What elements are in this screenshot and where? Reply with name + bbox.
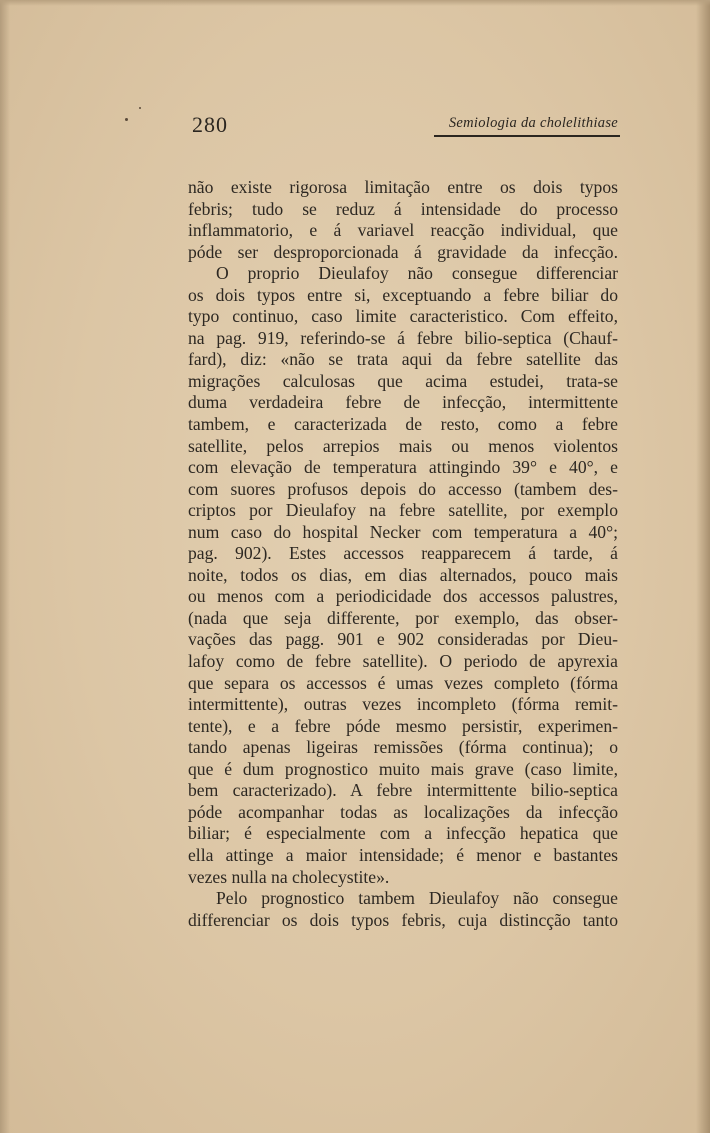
text-line: tente), e a febre póde mesmo persistir, experimen- bbox=[188, 715, 618, 736]
text-line: com elevação de temperatura attingindo 39° e 40°, e bbox=[188, 457, 618, 478]
text-line: os dois typos entre si, exceptuando a febre biliar do bbox=[188, 284, 618, 305]
body-text bbox=[188, 177, 618, 931]
text-line: criptos por Dieulafoy na febre satellite, por exemplo bbox=[188, 500, 618, 521]
header-rule bbox=[434, 135, 620, 137]
page-edge-shadow-left bbox=[0, 0, 10, 1133]
text-line: intermittente), outras vezes incompleto (fórma remit- bbox=[188, 694, 618, 715]
page-edge-shadow-top bbox=[0, 0, 710, 6]
text-line: migrações calculosas que acima estudei, trata-se bbox=[188, 370, 618, 391]
text-line: noite, todos os dias, em dias alternados, pouco mais bbox=[188, 564, 618, 585]
text-line: (nada que seja differente, por exemplo, das obser- bbox=[188, 607, 618, 628]
text-line: fard), diz: «não se trata aqui da febre satellite das bbox=[188, 349, 618, 370]
text-line: num caso do hospital Necker com temperatura a 40°; bbox=[188, 521, 618, 542]
text-line: não existe rigorosa limitação entre os dois typos bbox=[188, 177, 618, 197]
paper-speck bbox=[125, 118, 128, 121]
text-line: póde ser desproporcionada á gravidade da infecção. bbox=[188, 241, 618, 262]
text-line: pag. 902). Estes accessos reapparecem á tarde, á bbox=[188, 543, 618, 564]
text-line: lafoy como de febre satellite). O periodo de apyrexia bbox=[188, 651, 618, 672]
text-line: O proprio Dieulafoy não consegue differenciar bbox=[216, 263, 618, 284]
text-line: na pag. 919, referindo-se á febre bilio-septica (Chauf- bbox=[188, 327, 618, 348]
text-line: biliar; é especialmente com a infecção hepatica que bbox=[188, 823, 618, 844]
text-line: póde acompanhar todas as localizações da infecção bbox=[188, 801, 618, 822]
text-line: typo continuo, caso limite caracteristico. Com effeito, bbox=[188, 306, 618, 327]
text-line: bem caracterizado). A febre intermittente bilio-septica bbox=[188, 780, 618, 801]
text-line: inflammatorio, e á variavel reacção individual, que bbox=[188, 220, 618, 241]
page-edge-shadow-right bbox=[696, 0, 710, 1133]
running-title: Semiologia da cholelithiase bbox=[448, 115, 618, 131]
text-line: satellite, pelos arrepios mais ou menos violentos bbox=[188, 435, 618, 456]
text-line: com suores profusos depois do accesso (tambem des- bbox=[188, 478, 618, 499]
text-line: vezes nulla na cholecystite». bbox=[188, 866, 390, 887]
text-line: ou menos com a periodicidade dos accessos palustres, bbox=[188, 586, 618, 607]
text-line: differenciar os dois typos febris, cuja distincção tanto bbox=[188, 909, 618, 930]
text-line: febris; tudo se reduz á intensidade do processo bbox=[188, 198, 618, 219]
text-line: Pelo prognostico tambem Dieulafoy não consegue bbox=[216, 888, 618, 909]
text-line: tambem, e caracterizada de resto, como a febre bbox=[188, 414, 618, 435]
text-line: ella attinge a maior intensidade; é menor e bastantes bbox=[188, 844, 618, 865]
text-line: tando apenas ligeiras remissões (fórma continua); o bbox=[188, 737, 618, 758]
text-line: que é dum prognostico muito mais grave (caso limite, bbox=[188, 758, 618, 779]
text-line: duma verdadeira febre de infecção, intermittente bbox=[188, 392, 618, 413]
paper-speck bbox=[139, 107, 141, 109]
text-line: vações das pagg. 901 e 902 consideradas por Dieu- bbox=[188, 629, 618, 650]
page-header bbox=[188, 108, 620, 140]
text-line: que separa os accessos é umas vezes completo (fórma bbox=[188, 672, 618, 693]
page-number: 280 bbox=[192, 112, 228, 137]
